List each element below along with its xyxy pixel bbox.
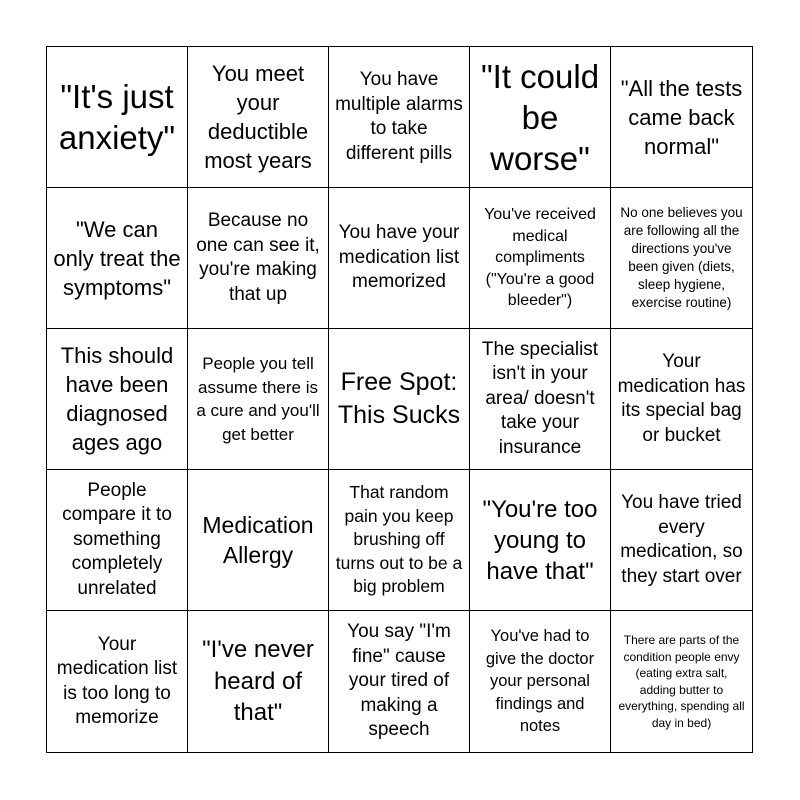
cell-text: "All the tests came back normal" [620, 75, 743, 159]
bingo-cell[interactable] [329, 470, 470, 611]
cell-text: You've had to give the doctor your personal findings and notes [485, 627, 595, 736]
cell-text: "It's just anxiety" [58, 78, 176, 156]
free-space[interactable] [329, 329, 470, 470]
bingo-board [46, 46, 753, 753]
cell-text: You have tried every medication, so they start over [620, 492, 743, 587]
bingo-cell[interactable] [47, 470, 188, 611]
cell-text: That random pain you keep brushing off turns out to be a big problem [335, 482, 463, 597]
bingo-cell[interactable] [470, 329, 611, 470]
bingo-cell[interactable] [47, 329, 188, 470]
bingo-cell[interactable] [470, 470, 611, 611]
cell-text: You meet your deductible most years [204, 61, 312, 173]
cell-text: This should have been diagnosed ages ago [60, 343, 174, 455]
cell-text: Your medication has its special bag or bucket [617, 351, 746, 446]
bingo-cell[interactable] [470, 188, 611, 329]
cell-text: You've received medical compliments ("You're a good bleeder") [484, 206, 596, 310]
bingo-cell[interactable] [329, 611, 470, 752]
cell-text: Medication Allergy [202, 512, 314, 568]
bingo-cell[interactable] [611, 47, 752, 188]
bingo-cell[interactable] [188, 47, 329, 188]
bingo-cell[interactable] [188, 329, 329, 470]
bingo-cell[interactable] [611, 188, 752, 329]
cell-text: You say "I'm fine" cause your tired of making a speech [347, 621, 451, 741]
cell-text: The specialist isn't in your area/ doesn't take your insurance [481, 338, 599, 458]
bingo-cell[interactable] [611, 611, 752, 752]
bingo-cell[interactable] [47, 47, 188, 188]
cell-text: You have your medication list memorized [338, 222, 460, 293]
cell-text: Your medication list is too long to memorize [56, 633, 178, 728]
cell-text: There are parts of the condition people envy (eating extra salt, adding butter to everything, spending all day in bed) [618, 633, 745, 730]
cell-text: No one believes you are following all the directions you've been given (diets, sleep hygiene, exercise routine) [620, 205, 743, 310]
bingo-cell[interactable] [470, 47, 611, 188]
bingo-cell[interactable] [47, 188, 188, 329]
bingo-cell[interactable] [470, 611, 611, 752]
cell-text: "You're too young to have that" [482, 495, 598, 585]
cell-text: People compare it to something completely unrelated [62, 479, 172, 599]
bingo-cell[interactable] [188, 188, 329, 329]
cell-text: "We can only treat the symptoms" [53, 216, 181, 300]
cell-text: You have multiple alarms to take different pills [335, 69, 463, 164]
bingo-cell[interactable] [611, 470, 752, 611]
cell-text: Because no one can see it, you're making that up [196, 210, 320, 305]
bingo-cell[interactable] [188, 611, 329, 752]
bingo-cell[interactable] [329, 47, 470, 188]
bingo-cell[interactable] [611, 329, 752, 470]
cell-text: "It could be worse" [480, 57, 600, 177]
bingo-cell[interactable] [329, 188, 470, 329]
cell-text: Free Spot: This Sucks [337, 368, 461, 429]
bingo-cell[interactable] [47, 611, 188, 752]
cell-text: "I've never heard of that" [202, 636, 314, 727]
cell-text: People you tell assume there is a cure and you'll get better [196, 354, 320, 444]
bingo-cell[interactable] [188, 470, 329, 611]
